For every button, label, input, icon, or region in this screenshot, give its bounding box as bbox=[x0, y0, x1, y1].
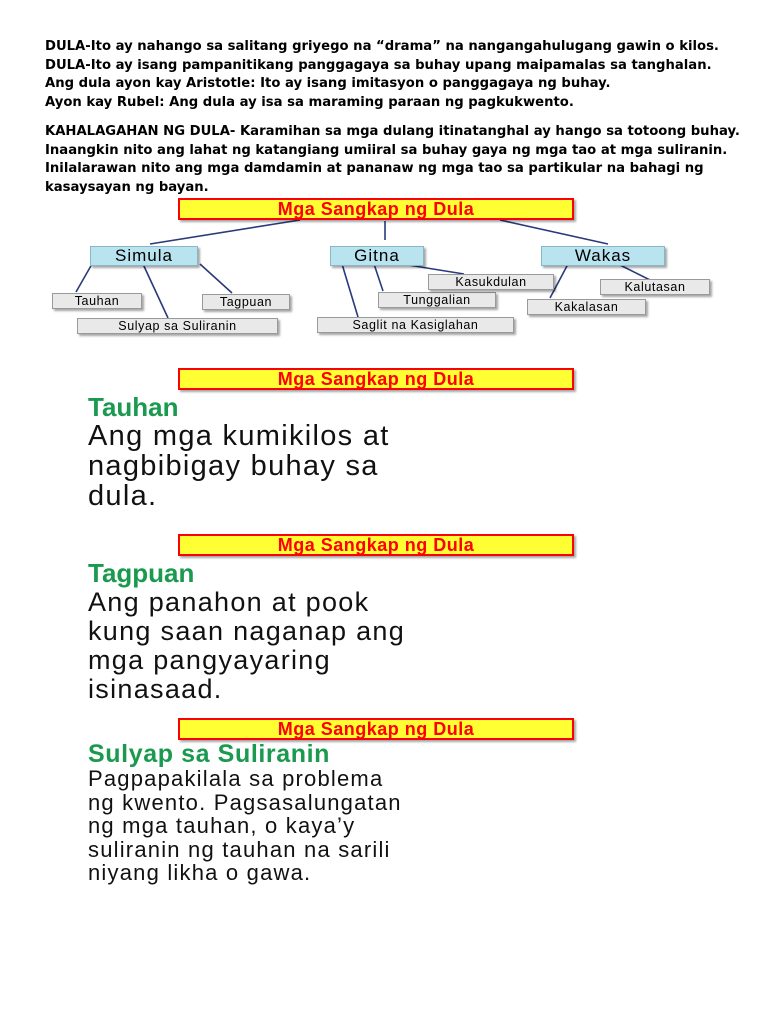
node-simula: Simula bbox=[90, 246, 198, 266]
slide-line: Pagpapakilala sa problema bbox=[88, 766, 384, 791]
intro-line: Ayon kay Rubel: Ang dula ay isa sa maraming paraan ng pagkukwento. bbox=[45, 94, 574, 110]
node-wakas: Wakas bbox=[541, 246, 665, 266]
slide-banner: Mga Sangkap ng Dula bbox=[178, 368, 574, 390]
connector-line bbox=[76, 264, 92, 292]
slide-body-tagpuan bbox=[88, 588, 405, 704]
slide-line: dula. bbox=[88, 480, 158, 512]
connector-line bbox=[618, 264, 650, 280]
node-kakalasan: Kakalasan bbox=[527, 299, 646, 315]
slide-line: nagbibigay buhay sa bbox=[88, 450, 379, 482]
slide-line: ng kwento. Pagsasalungatan bbox=[88, 789, 402, 815]
slide-title-tagpuan: Tagpuan bbox=[88, 558, 195, 588]
node-tauhan: Tauhan bbox=[52, 293, 142, 309]
slide-banner: Mga Sangkap ng Dula bbox=[178, 718, 574, 740]
slide-line: kung saan naganap ang bbox=[88, 616, 406, 646]
slide-title-tauhan: Tauhan bbox=[88, 392, 179, 422]
importance-line: kasaysayan ng bayan. bbox=[45, 179, 209, 195]
connector-line bbox=[200, 264, 232, 293]
connector-line bbox=[143, 264, 168, 318]
connector-line bbox=[342, 264, 358, 317]
importance-line: KAHALAGAHAN NG DULA- Karamihan sa mga dulang itinatanghal ay hango sa totoong buhay. bbox=[45, 124, 740, 139]
intro-line: DULA-Ito ay isang pampanitikang panggagaya sa buhay upang maipamalas sa tanghalan. bbox=[45, 57, 712, 73]
slide-line: isinasaad. bbox=[88, 674, 223, 704]
slide-line: ng mga tauhan, o kaya’y bbox=[88, 813, 356, 838]
slide-body-sulyap bbox=[88, 767, 402, 885]
slide-line: Ang mga kumikilos at bbox=[88, 420, 390, 452]
slide-line: Ang panahon at pook bbox=[88, 587, 370, 617]
node-kalutasan: Kalutasan bbox=[600, 279, 710, 295]
node-gitna: Gitna bbox=[330, 246, 424, 266]
connector-line bbox=[374, 264, 383, 291]
importance-paragraph bbox=[45, 123, 745, 197]
slide-banner: Mga Sangkap ng Dula bbox=[178, 534, 574, 556]
slide-title-sulyap: Sulyap sa Suliranin bbox=[88, 740, 331, 768]
connector-line bbox=[500, 220, 608, 244]
slide-body-tauhan bbox=[88, 421, 390, 511]
node-kasukdulan: Kasukdulan bbox=[428, 274, 554, 290]
node-saglit-na-kasiglahan: Saglit na Kasiglahan bbox=[317, 317, 514, 333]
intro-line: Ang dula ayon kay Aristotle: Ito ay isang imitasyon o panggagaya ng buhay. bbox=[45, 76, 611, 92]
node-tunggalian: Tunggalian bbox=[378, 292, 496, 308]
slide-line: niyang likha o gawa. bbox=[88, 860, 312, 885]
node-tagpuan: Tagpuan bbox=[202, 294, 290, 310]
intro-line: DULA-Ito ay nahango sa salitang griyego na “drama” na nangangahulugang gawin o kilos. bbox=[45, 39, 719, 54]
slide-line: suliranin ng tauhan na sarili bbox=[88, 836, 391, 862]
intro-paragraph bbox=[45, 38, 745, 112]
diagram-title-banner: Mga Sangkap ng Dula bbox=[178, 198, 574, 220]
slide-line: mga pangyayaring bbox=[88, 645, 331, 675]
node-sulyap-sa-suliranin: Sulyap sa Suliranin bbox=[77, 318, 278, 334]
importance-line: Inilalarawan nito ang mga damdamin at pananaw ng mga tao sa partikular na bahagi ng bbox=[45, 161, 704, 177]
importance-line: Inaangkin nito ang lahat ng katangiang umiiral sa buhay gaya ng mga tao at mga suliranin. bbox=[45, 142, 728, 158]
connector-line bbox=[150, 220, 300, 244]
